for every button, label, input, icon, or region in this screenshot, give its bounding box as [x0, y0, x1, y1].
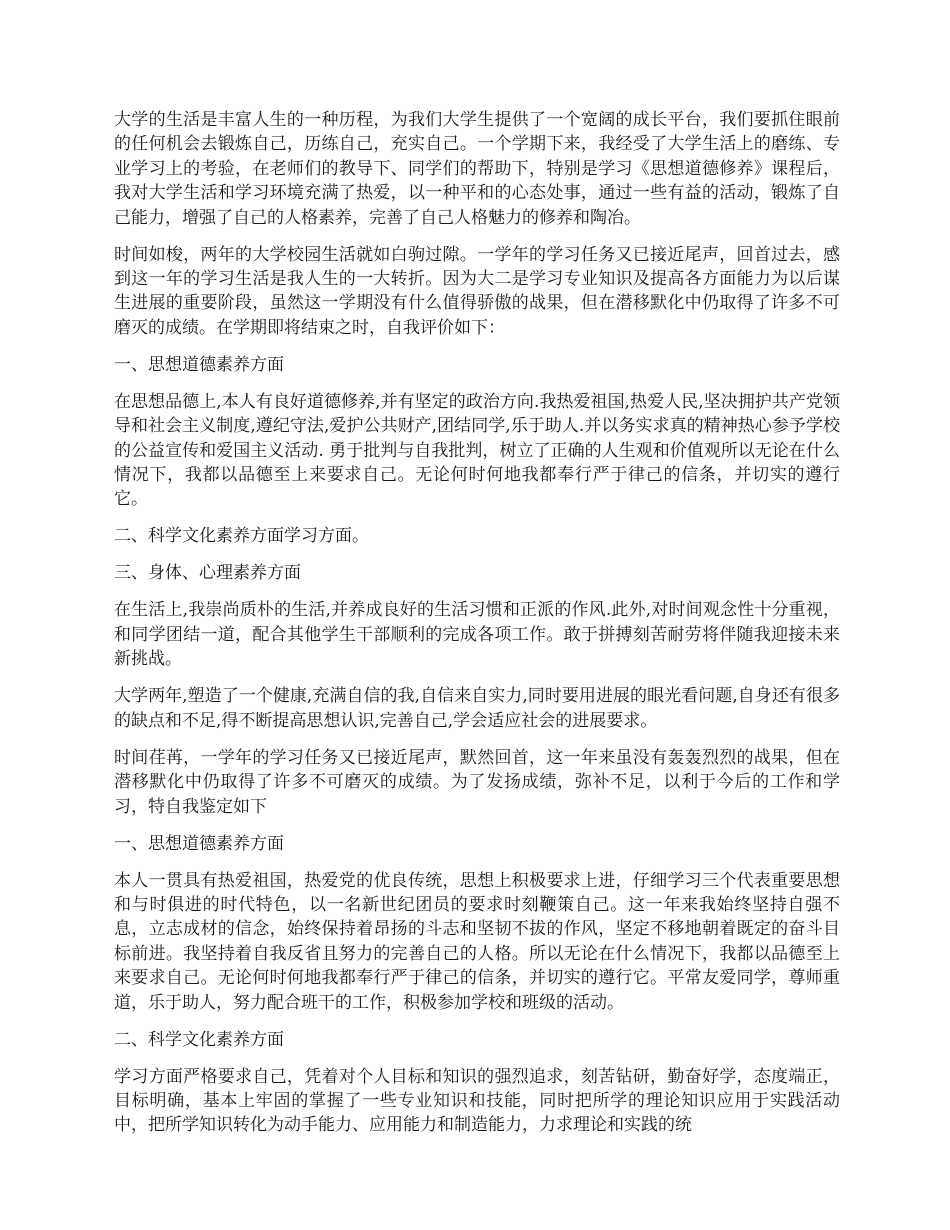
section-heading-science: 二、科学文化素养方面学习方面。 — [114, 526, 369, 547]
paragraph-moral-2: 本人一贯具有热爱祖国，热爱党的优良传统，思想上积极要求上进，仔细学习三个代表重要思想和与时俱进的时代特色，以一名新世纪团员的要求时刻鞭策自己。这一年来我始终坚持自强不息，立志成材的信念，始终保持着昂扬的斗志和坚韧不拔的作风，坚定不移地朝着既定的奋斗目标前进。我坚持着自我反省且努力的完善自己的人格。所以无论在什么情况下，我都以品德至上来要求自己。无论何时何地我都奉行严于律己的信条，并切实的遵行它。平常友爱同学，尊师重道，乐于助人，努力配合班干的工作，积极参加学校和班级的活动。 — [114, 870, 840, 1013]
paragraph-life: 在生活上,我崇尚质朴的生活,并养成良好的生活习惯和正派的作风.此外,对时间观念性十分重视，和同学团结一道，配合其他学生干部顺利的完成各项工作。敢于拼搏刻苦耐劳将伴随我迎接未来新挑战。 — [114, 600, 840, 670]
section-heading-moral-2: 一、思想道德素养方面 — [114, 833, 284, 854]
section-heading-moral: 一、思想道德素养方面 — [114, 354, 284, 375]
paragraph-time-passes: 时间荏苒，一学年的学习任务又已接近尾声，默然回首，这一年来虽没有轰轰烈烈的战果，但在潜移默化中仍取得了许多不可磨灭的成绩。为了发扬成绩，弥补不足，以利于今后的工作和学习，特自我鉴定如下 — [114, 747, 840, 817]
paragraph-moral: 在思想品德上,本人有良好道德修养,并有坚定的政治方向.我热爱祖国,热爱人民,坚决拥护共产党领导和社会主义制度,遵纪守法,爱护公共财产,团结同学,乐于助人.并以务实求真的精神热心参予学校的公益宣传和爱国主义活动. 勇于批判与自我批判，树立了正确的人生观和价值观所以无论在什么情况下，我都以品德至上来要求自己。无论何时何地我都奉行严于律己的信条，并切实的遵行它。 — [114, 391, 840, 510]
paragraph-study: 学习方面严格要求自己，凭着对个人目标和知识的强烈追求，刻苦钻研，勤奋好学，态度端正，目标明确，基本上牢固的掌握了一些专业知识和技能，同时把所学的理论知识应用于实践活动中，把所学知识转化为动手能力、应用能力和制造能力，力求理论和实践的统 — [114, 1066, 840, 1136]
document-page — [114, 108, 840, 1150]
section-heading-science-2: 二、科学文化素养方面 — [114, 1029, 284, 1050]
paragraph-review-summary: 时间如梭，两年的大学校园生活就如白驹过隙。一学年的学习任务又已接近尾声，回首过去，感到这一年的学习生活是我人生的一大转折。因为大二是学习专业知识及提高各方面能力为以后谋生进展的重要阶段，虽然这一学期没有什么值得骄傲的战果，但在潜移默化中仍取得了许多不可磨灭的成绩。在学期即将结束之时，自我评价如下： — [114, 244, 840, 338]
section-heading-physical: 三、身体、心理素养方面 — [114, 563, 301, 584]
paragraph-intro: 大学的生活是丰富人生的一种历程，为我们大学生提供了一个宽阔的成长平台，我们要抓住眼前的任何机会去锻炼自己，历练自己，充实自己。一个学期下来，我经受了大学生活上的磨练、专业学习上的考验，在老师们的教导下、同学们的帮助下，特别是学习《思想道德修养》课程后，我对大学生活和学习环境充满了热爱，以一种平和的心态处事，通过一些有益的活动，锻炼了自己能力，增强了自己的人格素养，完善了自己人格魅力的修养和陶冶。 — [114, 110, 840, 228]
paragraph-two-years: 大学两年,塑造了一个健康,充满自信的我,自信来自实力,同时要用进展的眼光看问题,自身还有很多的缺点和不足,得不断提高思想认识,完善自己,学会适应社会的进展要求。 — [114, 686, 840, 731]
